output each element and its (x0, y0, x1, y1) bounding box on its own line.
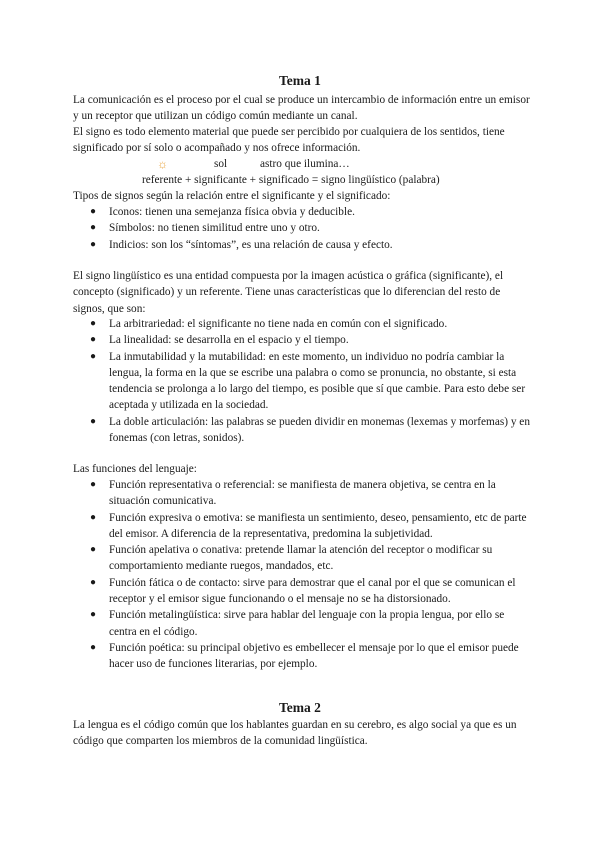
funciones-intro: Las funciones del lenguaje: (73, 463, 197, 475)
funciones-list (73, 477, 533, 673)
tema2-paragraph-lengua: La lengua es el código común que los hablantes guardan en su cerebro, es algo social ya que es un código que comparten los miembros de la comunidad lingüística. (73, 719, 517, 748)
tema1-paragraph-signo: El signo es todo elemento material que puede ser percibido por cualquiera de los sentidos, tiene significado por sí solo o acompañado y nos ofrece información. (73, 126, 505, 155)
list-item: ● Función expresiva o emotiva: se manifiesta un sentimiento, deseo, pensamiento, etc de parte del emisor. A diferencia de la representativa, predomina la subjetividad. (90, 511, 527, 540)
list-item: ● Función poética: su principal objetivo es embellecer el mensaje por lo que el emisor puede hacer uso de funciones literarias, por ejemplo. (90, 641, 519, 671)
example-formula: referente + significante + significado = signo lingüístico (palabra) (142, 174, 440, 186)
list-item: ● La linealidad: se desarrolla en el espacio y el tiempo. (90, 334, 349, 347)
list-item: ● Símbolos: no tienen similitud entre uno y otro. (90, 222, 320, 235)
example-meaning: astro que ilumina… (260, 158, 350, 170)
tema1-paragraph-comunicacion: La comunicación es el proceso por el cual se produce un intercambio de información entre un emisor y un receptor que utilizan un código común mediante un canal. (73, 94, 530, 123)
list-item: ● Función representativa o referencial: se manifiesta de manera objetiva, se centra en la situación comunicativa. (90, 479, 496, 508)
tema1-title: Tema 1 (279, 73, 321, 88)
list-item: ● La doble articulación: las palabras se pueden dividir en monemas (lexemas y morfemas) y en fonemas (con letras, sonidos). (90, 415, 530, 445)
list-item: ● Función fática o de contacto: sirve para demostrar que el canal por el que se comunican el receptor y el emisor sigue funcionando o el mensaje no se ha distorsionado. (90, 576, 516, 606)
signo-linguistico-paragraph: El signo lingüístico es una entidad compuesta por la imagen acústica o gráfica (significante), el concepto (significado) y un referente. Tiene unas características que lo diferencian del resto de signos, que son: (73, 270, 504, 315)
example-word: sol (214, 158, 228, 170)
list-item: ● Indicios: son los “síntomas”, es una relación de causa y efecto. (90, 238, 393, 251)
list-item: ● La arbitrariedad: el significante no tiene nada en común con el significado. (90, 318, 448, 330)
list-item: ● Función metalingüística: sirve para hablar del lenguaje con la propia lengua, por ello se centra en el código. (90, 609, 505, 638)
list-item: ● Función apelativa o conativa: pretende llamar la atención del receptor o modificar su comportamiento mediante ruegos, mandados, etc. (90, 544, 493, 573)
sun-icon: ☼ (157, 157, 168, 171)
tipos-list (73, 204, 533, 253)
list-item: ● La inmutabilidad y la mutabilidad: en este momento, un individuo no podría cambiar la lengua, la forma en la que se escribe una palabra o como se pronuncia, no obstante, si esta tendencia se prolonga a lo largo del tiempo, es posible que sí que cambie. Para esto debe ser aceptada y utilizada en la sociedad. (90, 350, 526, 412)
tipos-intro: Tipos de signos según la relación entre el significante y el significado: (73, 190, 391, 202)
caracteristicas-list (73, 316, 533, 446)
list-item: ● Iconos: tienen una semejanza física obvia y deducible. (90, 206, 355, 218)
tema2-title: Tema 2 (279, 700, 321, 715)
